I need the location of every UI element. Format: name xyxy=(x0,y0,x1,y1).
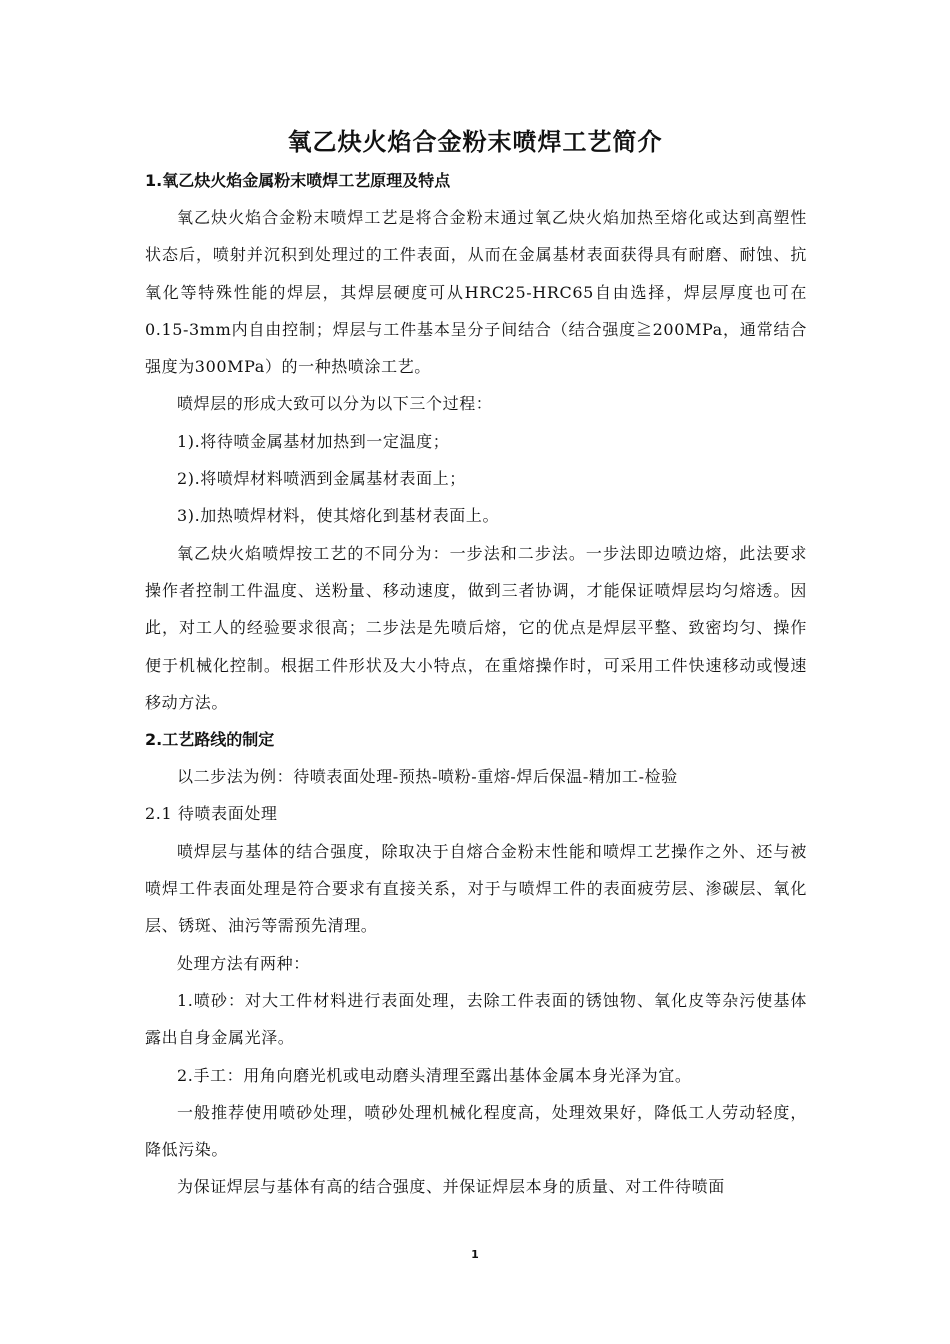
list-item-step-1: 1).将待喷金属基材加热到一定温度； xyxy=(177,431,450,451)
document-title: 氧乙炔火焰合金粉末喷焊工艺简介 xyxy=(287,128,663,156)
paragraph-surface-treatment: 喷焊层与基体的结合强度，除取决于自熔合金粉末性能和喷焊工艺操作之外、还与被喷焊工件表面处理是符合要求有直接关系，对于与喷焊工件的表面疲劳层、渗碳层、氧化层、锈斑、油污等需预先清理。 xyxy=(145,841,807,936)
section-heading-2: 2.工艺路线的制定 xyxy=(145,730,275,750)
document-body xyxy=(145,162,807,1206)
page-number: 1 xyxy=(471,1248,479,1261)
list-item-method-2: 2.手工：用角向磨光机或电动磨头清理至露出基体金属本身光泽为宜。 xyxy=(177,1065,692,1085)
list-item-step-2: 2).将喷焊材料喷洒到金属基材表面上； xyxy=(177,469,466,489)
list-item-step-3: 3).加热喷焊材料，使其熔化到基材表面上。 xyxy=(177,506,500,526)
paragraph-treatment-methods: 处理方法有两种： xyxy=(177,953,310,973)
paragraph-recommendation: 一般推荐使用喷砂处理，喷砂处理机械化程度高，处理效果好，降低工人劳动轻度，降低污染。 xyxy=(145,1102,807,1160)
paragraph-formation-intro: 喷焊层的形成大致可以分为以下三个过程： xyxy=(177,394,493,414)
section-heading-1: 1.氧乙炔火焰金属粉末喷焊工艺原理及特点 xyxy=(145,171,451,190)
list-item-method-1: 1.喷砂：对大工件材料进行表面处理，去除工件表面的锈蚀物、氧化皮等杂污使基体露出自身金属光泽。 xyxy=(145,990,807,1048)
subsection-heading-2-1: 2.1 待喷表面处理 xyxy=(145,804,278,824)
paragraph-bond-strength: 为保证焊层与基体有高的结合强度、并保证焊层本身的质量、对工件待喷面 xyxy=(177,1177,725,1197)
paragraph-process-route: 以二步法为例：待喷表面处理-预热-喷粉-重熔-焊后保温-精加工-检验 xyxy=(177,767,678,787)
paragraph-process-principle: 氧乙炔火焰合金粉末喷焊工艺是将合金粉末通过氧乙炔火焰加热至熔化或达到高塑性状态后，喷射并沉积到处理过的工件表面，从而在金属基材表面获得具有耐磨、耐蚀、抗氧化等特殊性能的焊层，其焊层硬度可从HRC25-HRC65自由选择，焊层厚度也可在0.15-3mm内自由控制；焊层与工件基本呈分子间结合（结合强度≧200MPa，通常结合强度为300MPa）的一种热喷涂工艺。 xyxy=(145,208,807,377)
paragraph-method-comparison: 氧乙炔火焰喷焊按工艺的不同分为：一步法和二步法。一步法即边喷边熔，此法要求操作者控制工件温度、送粉量、移动速度，做到三者协调，才能保证喷焊层均匀熔透。因此，对工人的经验要求很高；二步法是先喷后熔，它的优点是焊层平整、致密均匀、操作便于机械化控制。根据工件形状及大小特点，在重熔操作时，可采用工件快速移动或慢速移动方法。 xyxy=(145,543,807,712)
